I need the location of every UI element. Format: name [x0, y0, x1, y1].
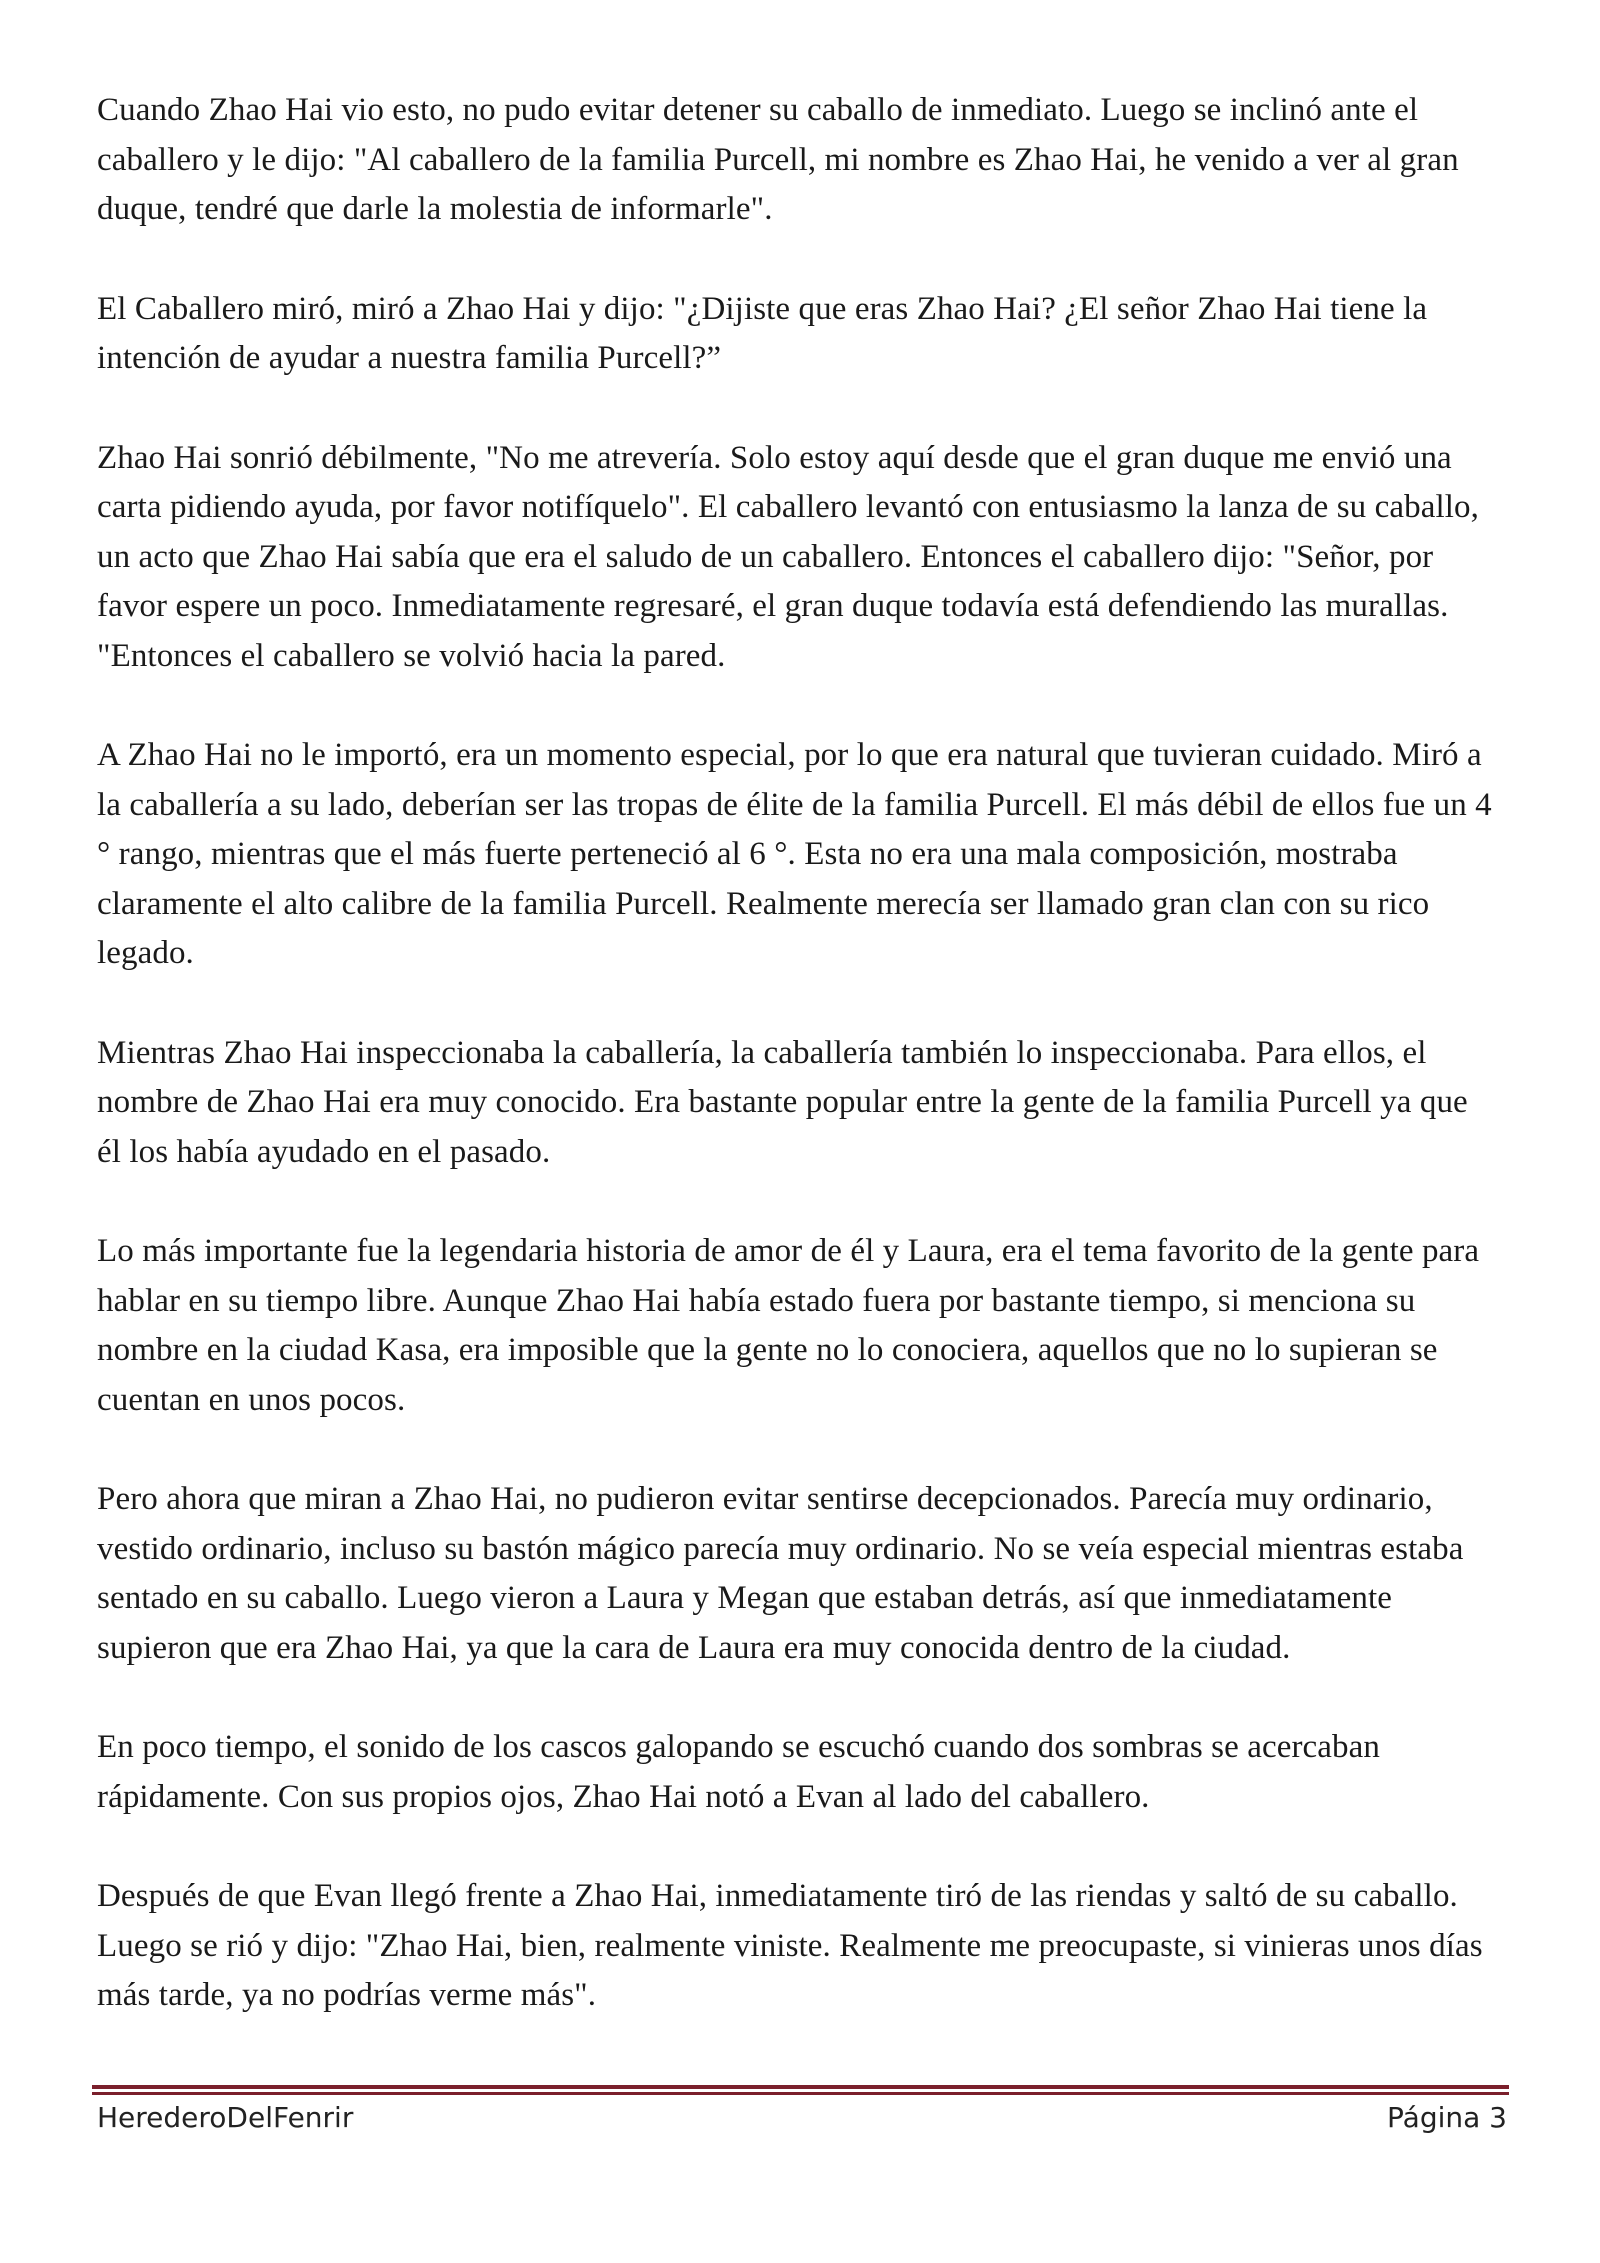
body-text: [97, 86, 1497, 2071]
paragraph: En poco tiempo, el sonido de los cascos galopando se escuchó cuando dos sombras se acercaban rápidamente. Con sus propios ojos, Zhao Hai notó a Evan al lado del caballero.: [97, 1729, 1380, 1815]
paragraph: A Zhao Hai no le importó, era un momento especial, por lo que era natural que tuvieran cuidado. Miró a la caballería a su lado, deberían ser las tropas de élite de la familia Purcell. El más débil de ellos fue un 4 ° rango, mientras que el más fuerte perteneció al 6 °. Esta no era una mala composición, mostraba claramente el alto calibre de la familia Purcell. Realmente merecía ser llamado gran clan con su rico legado.: [97, 737, 1492, 971]
page-footer: [97, 2101, 1507, 2141]
footer-author: HerederoDelFenrir: [97, 2101, 354, 2134]
footer-divider: [92, 2085, 1509, 2089]
paragraph: Cuando Zhao Hai vio esto, no pudo evitar detener su caballo de inmediato. Luego se inclinó ante el caballero y le dijo: "Al caballero de la familia Purcell, mi nombre es Zhao Hai, he venido a ver al gran duque, tendré que darle la molestia de informarle".: [97, 92, 1459, 227]
paragraph: Zhao Hai sonrió débilmente, "No me atrevería. Solo estoy aquí desde que el gran duque me envió una carta pidiendo ayuda, por favor notifíquelo". El caballero levantó con entusiasmo la lanza de su caballo, un acto que Zhao Hai sabía que era el saludo de un caballero. Entonces el caballero dijo: "Señor, por favor espere un poco. Inmediatamente regresaré, el gran duque todavía está defendiendo las murallas. "Entonces el caballero se volvió hacia la pared.: [97, 439, 1479, 674]
paragraph: Pero ahora que miran a Zhao Hai, no pudieron evitar sentirse decepcionados. Parecía muy ordinario, vestido ordinario, incluso su bastón mágico parecía muy ordinario. No se veía especial mientras estaba sentado en su caballo. Luego vieron a Laura y Megan que estaban detrás, así que inmediatamente supieron que era Zhao Hai, ya que la cara de Laura era muy conocida dentro de la ciudad.: [97, 1481, 1464, 1666]
page-number: Página 3: [1387, 2101, 1507, 2134]
footer-divider: [92, 2092, 1509, 2095]
paragraph: Después de que Evan llegó frente a Zhao Hai, inmediatamente tiró de las riendas y saltó de su caballo. Luego se rió y dijo: "Zhao Hai, bien, realmente viniste. Realmente me preocupaste, si vinieras unos días más tarde, ya no podrías verme más".: [97, 1878, 1483, 2013]
paragraph: Lo más importante fue la legendaria historia de amor de él y Laura, era el tema favorito de la gente para hablar en su tiempo libre. Aunque Zhao Hai había estado fuera por bastante tiempo, si menciona su nombre en la ciudad Kasa, era imposible que la gente no lo conociera, aquellos que no lo supieran se cuentan en unos pocos.: [97, 1233, 1480, 1418]
paragraph: Mientras Zhao Hai inspeccionaba la caballería, la caballería también lo inspeccionaba. Para ellos, el nombre de Zhao Hai era muy conocido. Era bastante popular entre la gente de la familia Purcell ya que él los había ayudado en el pasado.: [97, 1034, 1468, 1170]
paragraph: El Caballero miró, miró a Zhao Hai y dijo: "¿Dijiste que eras Zhao Hai? ¿El señor Zhao Hai tiene la intención de ayudar a nuestra familia Purcell?”: [97, 290, 1428, 376]
